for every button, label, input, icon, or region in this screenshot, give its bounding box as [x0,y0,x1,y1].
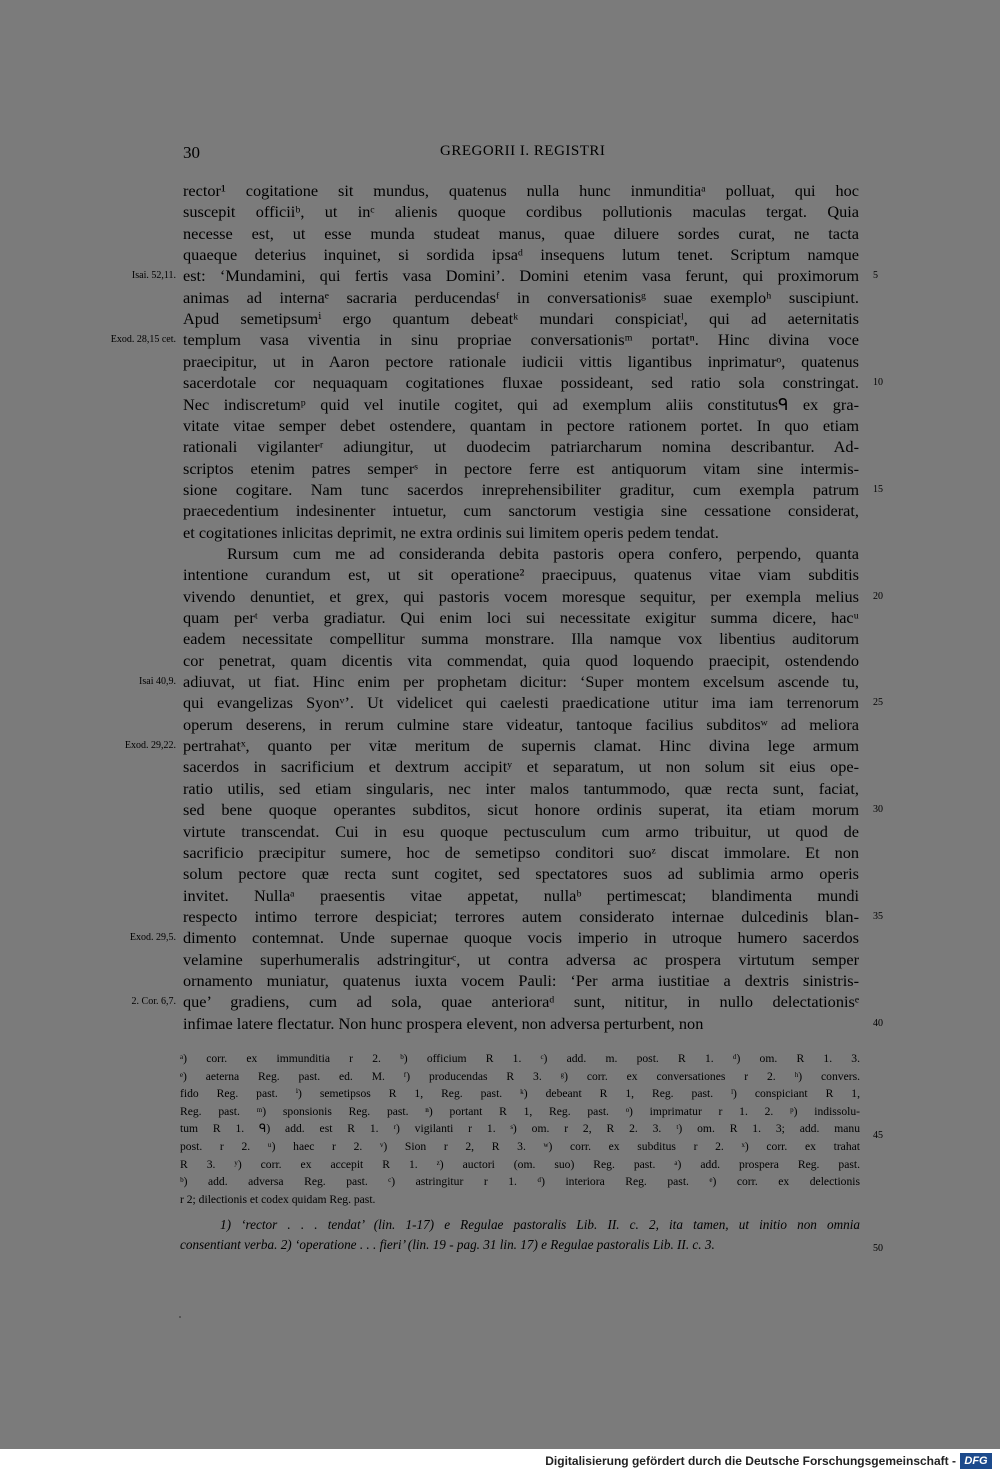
text-line: rationali vigilanterʳ adiungitur, ut duodecim patriarcharum nomina describantur. Ad- [183,437,859,457]
footnote-line: ᵇ) add. adversa Reg. past. ᶜ) astringitur r 1. ᵈ) interiora Reg. past. ᵉ) corr. ex delectionis [180,1175,860,1189]
line-number: 30 [873,804,883,816]
line-number: 15 [873,483,883,495]
text-line: vitate vitae semper debet ostendere, quantam in pectore rationem portet. In quo etiam [183,415,859,435]
footnote-line: ᵉ) aeterna Reg. past. ed. M. ᶠ) producendas R 3. ᵍ) corr. ex conversationes r 2. ʰ) convers. [180,1069,860,1083]
text-line: dimento contemnat. Unde supernae quoque vocis imperio in utroque humero sacerdos [183,928,859,948]
text-line: templum vasa viventia in sinu propriae conversationisᵐ portatⁿ. Hinc divina voce [183,330,859,350]
footnote-line: tum R 1. ᑫ) add. est R 1. ʳ) vigilanti r 1. ˢ) om. r 2, R 2. 3. ᵗ) om. R 1. 3; add. manu [180,1122,860,1136]
line-number: 25 [873,697,883,709]
line-number: 20 [873,590,883,602]
footnote-line: fido Reg. past. ⁱ) semetipsos R 1, Reg. past. ᵏ) debeant R 1, Reg. past. ˡ) conspiciant R 1, [180,1087,860,1101]
text-line: intentione curandum est, ut sit operatione² praecipuus, quatenus vitae viam subditis [183,565,859,585]
source-note-line: 1) ‘rector . . . tendat’ (lin. 1-17) e Regulae pastoralis Lib. II. c. 2, ita tamen, ut initio non omnia [220,1217,860,1232]
text-line: que’ gradiens, cum ad sola, quae anterioraᵈ sunt, nititur, in nullo delectationisᵉ [183,992,859,1012]
text-line: vivendo denuntiet, et grex, qui pastoris vocem moresque sequitur, per exempla melius [183,586,859,606]
footnote-line: R 3. ʸ) corr. ex accepit R 1. ᶻ) auctori (om. suo) Reg. past. ᵃ) add. prospera Reg. past. [180,1157,860,1171]
text-line: velamine superhumeralis adstringiturᶜ, ut contra adversa ac prospera virtutum semper [183,949,859,969]
text-line: ratio utilis, sed etiam singularis, nec inter malos tantummodo, quæ recta sunt, faciat, [183,778,859,798]
text-line: scriptos etenim patres semperˢ in pectore ferre est antiquorum vitam sine intermis- [183,458,859,478]
text-line: Apud semetipsumⁱ ergo quantum debeatᵏ mundari conspiciatˡ, qui ad aeternitatis [183,309,859,329]
text-line: quam perᵗ verba gradiatur. Qui enim loci sui necessitate exigitur summa dicere, hacᵘ [183,608,859,627]
text-line: Rursum cum me ad consideranda debita pastoris opera confero, perpendo, quanta [227,543,859,563]
footnote-line: r 2; dilectionis et codex quidam Reg. past. [180,1192,376,1206]
margin-reference: Isai. 52,11. [131,270,176,282]
text-line: sione cogitare. Nam tunc sacerdos inreprehensibiliter graditur, cum exempla patrum [183,479,859,499]
margin-reference: Exod. 29,5. [129,932,176,944]
text-line: animas ad internaᵉ sacraria perducendasᶠ in conversationisᵍ suae exemploʰ suscipiunt. [183,287,859,307]
footer-bar [0,1449,1000,1473]
running-title: GREGORII I. REGISTRI [440,143,606,159]
text-line: sacerdotale cor nequaquam cogitationes fluxae possideant, sed ratio sola constringat. [183,373,859,393]
text-line: respecto intimo terrore despiciat; terrores autem considerato internae dulcedinis blan- [183,906,859,926]
margin-reference: Isai 40,9. [139,676,176,688]
footnote-line: post. r 2. ᵘ) haec r 2. ᵛ) Sion r 2, R 3. ʷ) corr. ex subditus r 2. ˣ) corr. ex trahat [180,1140,860,1153]
text-line: suscepit officiiᵇ, ut inᶜ alienis quoque cordibus pollutionis maculas tergat. Quia [183,202,859,222]
dfg-logo: DFG [960,1453,992,1469]
text-line: cor penetrat, quam dicentis vita commendat, quia quod loquendo praecipit, ostendendo [183,650,859,670]
text-line: qui evangelizas Syonᵛ’. Ut videlicet qui caelesti praedicatione utitur ima iam terrenorum [183,693,859,713]
source-line-number: 50 [873,1243,883,1254]
stray-mark [179,1316,181,1318]
footnote-line: Reg. past. ᵐ) sponsionis Reg. past. ⁿ) portant R 1, Reg. past. ᵒ) imprimatur r 1. 2. ᵖ) indissolu- [180,1104,860,1118]
text-line: sed bene quoque operantes subditos, sicut honore ordinis superat, ita etiam morum [183,800,859,820]
page-header [0,143,1000,165]
footer-credit: Digitalisierung gefördert durch die Deutsche Forschungsgemeinschaft - [545,1454,956,1468]
text-line: virtute transcendat. Cui in esu quoque pectusculum cum armo tribuitur, ut quod de [183,821,859,841]
margin-reference: Exod. 29,22. [124,740,176,752]
line-number: 10 [873,377,883,389]
text-line: est: ‘Mundamini, qui fertis vasa Domini’. Domini etenim vasa ferunt, qui proximorum [183,266,859,286]
text-line: praecedentium indesinenter intuetur, cum sanctorum vestigia sine cessatione considerat, [183,501,859,521]
text-line: Nec indiscretumᵖ quid vel inutile cogitet, qui ad exemplum aliis constitutusᑫ ex gra- [183,394,859,414]
text-line: infimae latere flectatur. Non hunc prospera elevent, non adversa perturbent, non [183,1013,704,1033]
margin-reference: 2. Cor. 6,7. [131,996,176,1008]
line-number: 40 [873,1017,883,1029]
margin-reference: Exod. 28,15 cet. [110,334,176,346]
text-line: quaeque deterius inquinet, si sordida ipsaᵈ insequens lutum tenet. Scriptum namque [183,245,859,265]
footnote-line: ᵃ) corr. ex immunditia r 2. ᵇ) officium R 1. ᶜ) add. m. post. R 1. ᵈ) om. R 1. 3. [180,1052,860,1065]
text-line: invitet. Nullaᵃ praesentis vitae appetat, nullaᵇ pertimescat; blandimenta mundi [183,885,859,905]
text-line: necesse est, ut esse munda studeat manus, quae diluere sordes curat, ne tacta [183,223,859,243]
text-line: sacrificio præcipitur sumere, hoc de semetipso conditori suoᶻ discat immolare. Et non [183,842,859,862]
text-line: sacerdos in sacrificium et dextrum accipitʸ et separatum, ut non solum sit eius ope- [183,757,859,777]
text-line: ornamento muniatur, quatenus iuxta vocem Pauli: ‘Per arma iustitiae a dextris sinistris- [183,970,859,990]
line-number: 5 [873,270,878,282]
text-line: eadem necessitate compellitur summa monstrare. Illa namque vox libentius auditorum [183,629,859,649]
footnote-line-number: 45 [873,1130,883,1141]
text-line: pertrahatˣ, quanto per vitæ meritum de supernis clamat. Hinc divina lege armum [183,736,859,756]
page-number: 30 [183,143,200,162]
line-number: 35 [873,910,883,922]
text-line: solum pectore quæ recta sunt cogitet, sed spectatores suos ad sublimia armo operis [183,864,859,884]
text-line: et cogitationes inlicitas deprimit, ne extra ordinis sui limitem operis pedem tendat. [183,522,719,542]
text-line: rector¹ cogitatione sit mundus, quatenus nulla hunc inmunditiaᵃ polluat, qui hoc [183,181,859,200]
source-note-line: consentiant verba. 2) ‘operatione . . . fieri’ (lin. 19 - pag. 31 lin. 17) e Regulae pastoralis Lib. II. c. 3. [180,1237,715,1252]
text-line: praecipitur, ut in Aaron pectore rationale iudicii vittis ligantibus inprimaturᵒ, quatenus [183,351,859,371]
text-line: operum deserens, in rerum culmine stare videatur, tantoque facilius subditosʷ ad meliora [183,714,859,734]
text-line: adiuvat, ut fiat. Hinc enim per prophetam dicitur: ‘Super montem excelsum ascende tu, [183,672,859,692]
